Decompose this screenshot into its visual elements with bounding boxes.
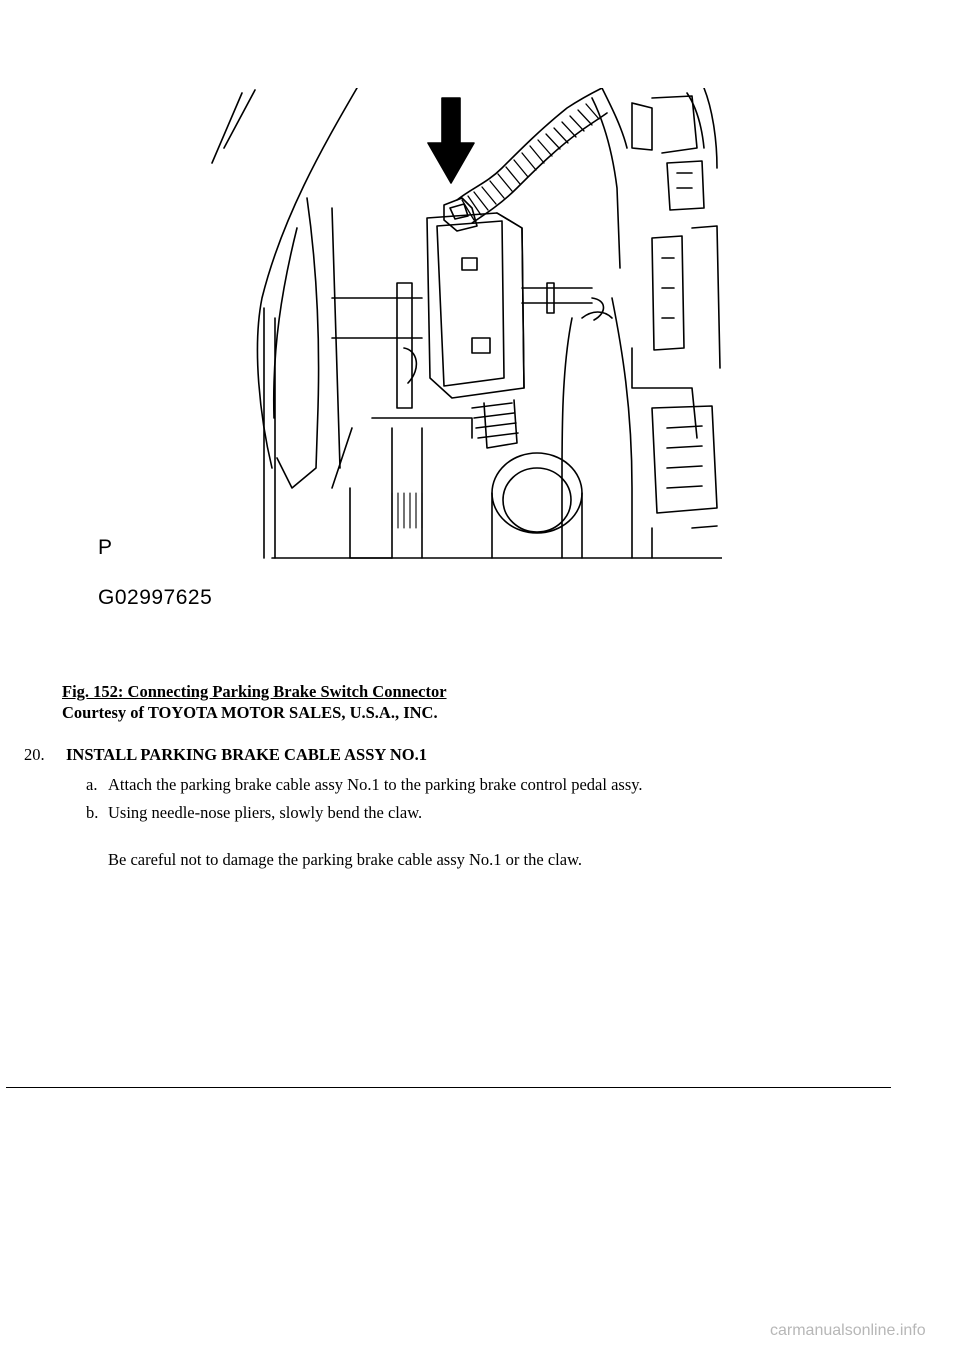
substep-b xyxy=(86,803,422,823)
watermark: carmanualsonline.info xyxy=(770,1322,926,1339)
page-divider xyxy=(6,1087,891,1088)
figure-title: Fig. 152: Connecting Parking Brake Switch Connector xyxy=(62,682,447,701)
figure-code-label: G02997625 xyxy=(98,586,213,609)
substep-text: Using needle-nose pliers, slowly bend the claw. xyxy=(108,803,423,822)
step-title: INSTALL PARKING BRAKE CABLE ASSY NO.1 xyxy=(66,745,427,764)
substep-a xyxy=(86,775,643,795)
figure-caption xyxy=(62,681,447,723)
substep-letter: b. xyxy=(86,803,99,822)
figure-courtesy: Courtesy of TOYOTA MOTOR SALES, U.S.A., INC. xyxy=(62,703,438,722)
step-heading xyxy=(24,745,427,765)
caution-note: Be careful not to damage the parking brake cable assy No.1 or the claw. xyxy=(108,850,583,869)
substep-text: Attach the parking brake cable assy No.1 to the parking brake control pedal assy. xyxy=(108,775,643,794)
parking-brake-switch-illustration xyxy=(92,88,722,618)
figure-corner-label: P xyxy=(98,536,113,559)
substep-letter: a. xyxy=(86,775,98,794)
step-number: 20. xyxy=(24,745,45,764)
